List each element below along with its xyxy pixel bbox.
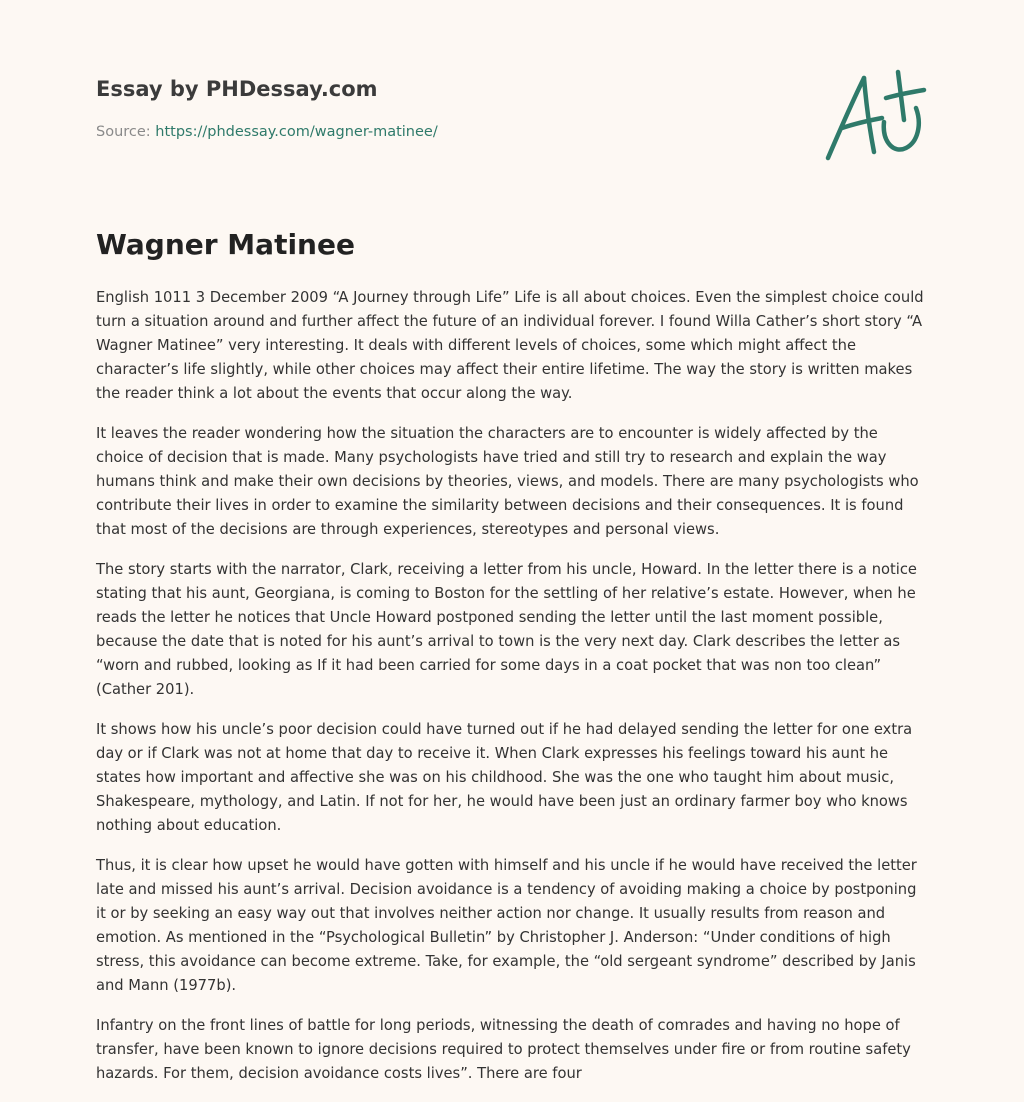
paragraph: Infantry on the front lines of battle for long periods, witnessing the death of comrades and having no hope of transfer, have been known to ignore decisions required to protect themselves under fire or from routine safety hazards. For them, decision avoidance costs lives”. There are four [96, 1017, 911, 1082]
paragraph: It shows how his uncle’s poor decision could have turned out if he had delayed sending the letter for one extra day or if Clark was not at home that day to receive it. When Clark expresses his feelings toward his aunt he states how important and affective she was on his childhood. She was the one who taught him about music, Shakespeare, mythology, and Latin. If not for her, he would have been just an ordinary farmer boy who knows nothing about education. [96, 721, 913, 834]
paragraph: It leaves the reader wondering how the situation the characters are to encounter is widely affected by the choice of decision that is made. Many psychologists have tried and still try to research and explain the way humans think and make their own decisions by theories, views, and models. There are many psychologists who contribute their lives in order to examine the similarity between decisions and their consequences. It is found that most of the decisions are through experiences, stereotypes and personal views. [96, 425, 919, 538]
source-line [96, 122, 796, 142]
paragraph: English 1011 3 December 2009 “A Journey through Life” Life is all about choices. Even the simplest choice could turn a situation around and further affect the future of an individual forever. I found Willa Cather’s short story “A Wagner Matinee” very interesting. It deals with different levels of choices, some which might affect the character’s life slightly, while other choices may affect their entire lifetime. The way the story is written makes the reader think a lot about the events that occur along the way. [96, 289, 924, 402]
paragraph: The story starts with the narrator, Clark, receiving a letter from his uncle, Howard. In the letter there is a notice stating that his aunt, Georgiana, is coming to Boston for the settling of her relative’s estate. However, when he reads the letter he notices that Uncle Howard postponed sending the letter until the last moment possible, because the date that is noted for his aunt’s arrival to town is the very next day. Clark describes the letter as “worn and rubbed, looking as If it had been carried for some days in a coat pocket that was non too clean” (Cather 201). [96, 561, 917, 698]
source-label: Source: [96, 124, 151, 140]
a-plus-logo-icon [822, 68, 928, 166]
site-title: Essay by PHDessay.com [96, 77, 378, 101]
essay-body [96, 286, 928, 1102]
document-title: Wagner Matinee [96, 228, 355, 261]
paragraph: Thus, it is clear how upset he would have gotten with himself and his uncle if he would have received the letter late and missed his aunt’s arrival. Decision avoidance is a tendency of avoiding making a choice by postponing it or by seeking an easy way out that involves neither action nor change. It usually results from reason and emotion. As mentioned in the “Psychological Bulletin” by Christopher J. Anderson: “Under conditions of high stress, this avoidance can become extreme. Take, for example, the “old sergeant syndrome” described by Janis and Mann (1977b). [96, 857, 917, 994]
page-header [96, 74, 796, 142]
source-link[interactable]: https://phdessay.com/wagner-matinee/ [155, 124, 438, 140]
